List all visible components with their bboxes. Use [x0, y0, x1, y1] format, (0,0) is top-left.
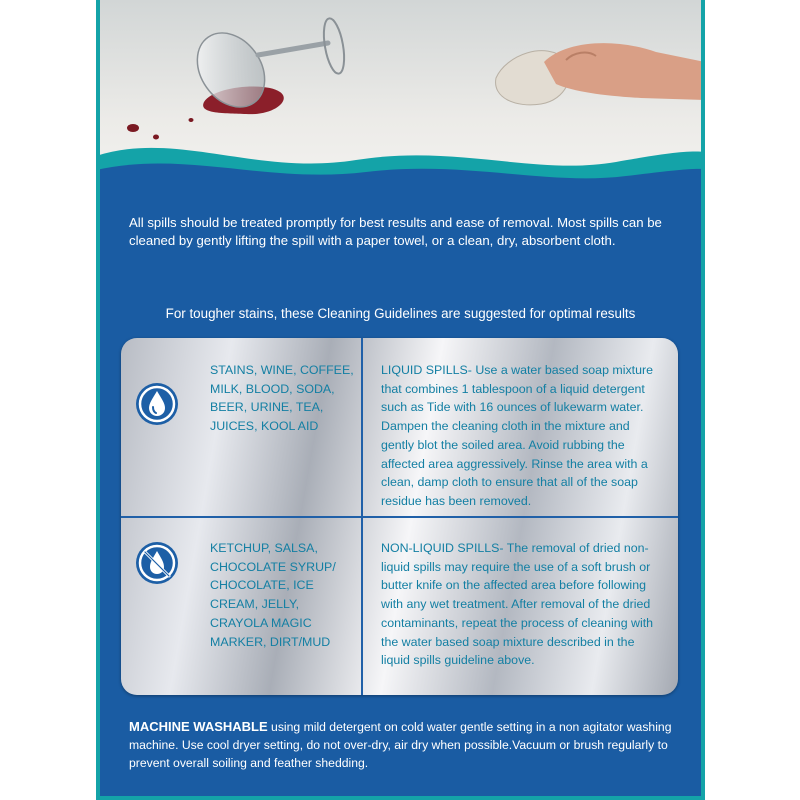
cleaning-guidelines-panel	[121, 338, 678, 695]
guideline-row-non-liquid	[121, 517, 678, 695]
guidelines-subheading: For tougher stains, these Cleaning Guidelines are suggested for optimal results	[165, 306, 636, 321]
spill-photo	[96, 0, 705, 200]
machine-washable-note	[129, 718, 689, 772]
non-liquid-spills-instructions: NON-LIQUID SPILLS- The removal of dried non-liquid spills may require the use of a soft brush or butter knife on the affected area before following with any wet treatment. After removal of the dried contaminants, repeat the process of cleaning with the water based soap mixture described in the liquid spills guideline above.	[381, 541, 654, 668]
guideline-row-liquid	[121, 338, 678, 516]
care-sheet	[96, 0, 705, 800]
machine-washable-heading: MACHINE WASHABLE	[129, 719, 268, 734]
water-drop-icon	[134, 381, 180, 427]
liquid-spills-instructions: LIQUID SPILLS- Use a water based soap mixture that combines 1 tablespoon of a liquid detergent such as Tide with 16 ounces of lukewarm water. Dampen the cleaning cloth in the mixture and gently blot the soiled area. Avoid rubbing the affected area aggressively. Rinse the area with a clean, damp cloth to ensure that all of the soap residue has been removed.	[381, 363, 654, 508]
no-water-drop-icon	[134, 540, 180, 586]
machine-washable-text: using mild detergent on cold water gentle setting in a non agitator washing machine. Use cool dryer setting, do not over-dry, air dry when possible.Vacuum or brush regularly to prevent overall soiling and feather shedding.	[129, 720, 672, 770]
non-liquid-stain-list: KETCHUP, SALSA, CHOCOLATE SYRUP/ CHOCOLATE, ICE CREAM, JELLY, CRAYOLA MAGIC MARKER, DIRT/MUD	[210, 541, 336, 649]
liquid-stain-list: STAINS, WINE, COFFEE, MILK, BLOOD, SODA, BEER, URINE, TEA, JUICES, KOOL AID	[210, 363, 354, 434]
intro-paragraph: All spills should be treated promptly for best results and ease of removal. Most spills can be cleaned by gently lifting the spill with a paper towel, or a clean, dry, absorbent cloth.	[129, 215, 662, 248]
